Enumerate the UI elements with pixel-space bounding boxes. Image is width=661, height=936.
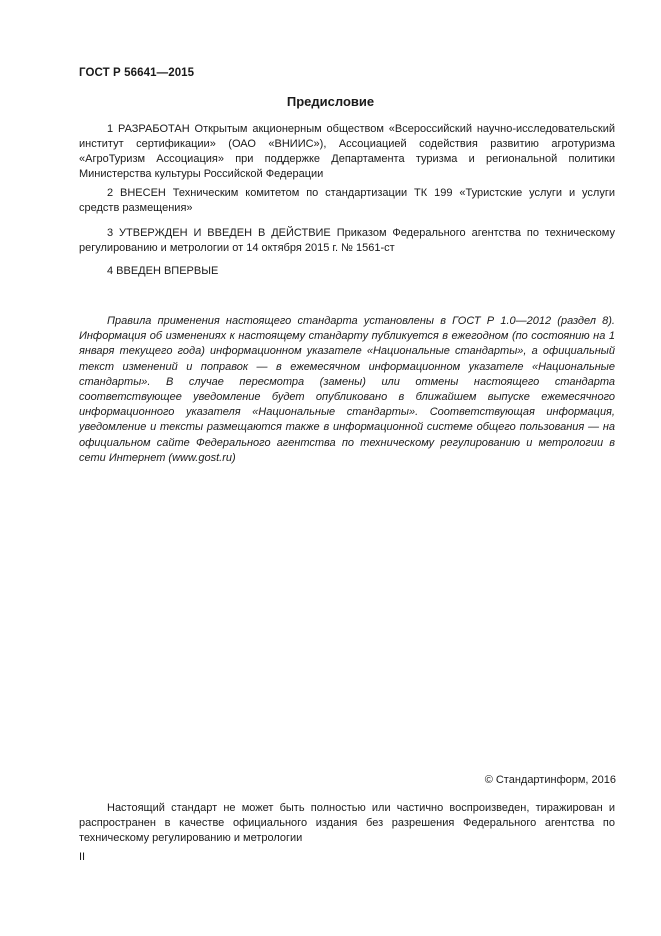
rules-application-note: Правила применения настоящего стандарта установлены в ГОСТ Р 1.0—2012 (раздел 8). Информация об изменениях к настоящему стандарту публикуется в ежегодном (по состоянию на 1 января текущего года) информационном указателе «Национальные стандарты», а официальный текст изменений и поправок — в ежемесячном информационном указателе «Национальные стандарты». В случае пересмотра (замены) или отмены настоящего стандарта соответствующее уведомление будет опубликовано в ближайшем выпуске ежемесячного информационного указателя «Национальные стандарты». Соответствующая информация, уведомление и тексты размещаются также в информационной системе общего пользования — на официальном сайте Федерального агентства по техническому регулированию и метрологии в сети Интернет (www.gost.ru) <box>79 315 615 464</box>
paragraph-introduced-by: 2 ВНЕСЕН Техническим комитетом по стандартизации ТК 199 «Туристские услуги и услуги средств размещения» <box>79 187 615 214</box>
copyright-line: © Стандартинформ, 2016 <box>484 774 616 786</box>
page-title: Предисловие <box>286 94 375 109</box>
standard-code-header: ГОСТ Р 56641—2015 <box>79 67 195 79</box>
paragraph-first-introduced: 4 ВВЕДЕН ВПЕРВЫЕ <box>107 265 219 277</box>
paragraph-developed-by: 1 РАЗРАБОТАН Открытым акционерным обществом «Всероссийский научно-исследовательский институт сертификации» (ОАО «ВНИИС»), Ассоциацией содействия развитию агротуризма «АгроТуризм Ассоциация» при поддержке Департамента туризма и региональной политики Министерства культуры Российской Федерации <box>79 123 615 180</box>
page-number: II <box>79 851 86 863</box>
paragraph-approved: 3 УТВЕРЖДЕН И ВВЕДЕН В ДЕЙСТВИЕ Приказом Федерального агентства по техническому регулированию и метрологии от 14 октября 2015 г. № 1561-ст <box>79 227 615 254</box>
reproduction-notice: Настоящий стандарт не может быть полностью или частично воспроизведен, тиражирован и распространен в качестве официального издания без разрешения Федерального агентства по техническому регулированию и метрологии <box>79 802 615 844</box>
